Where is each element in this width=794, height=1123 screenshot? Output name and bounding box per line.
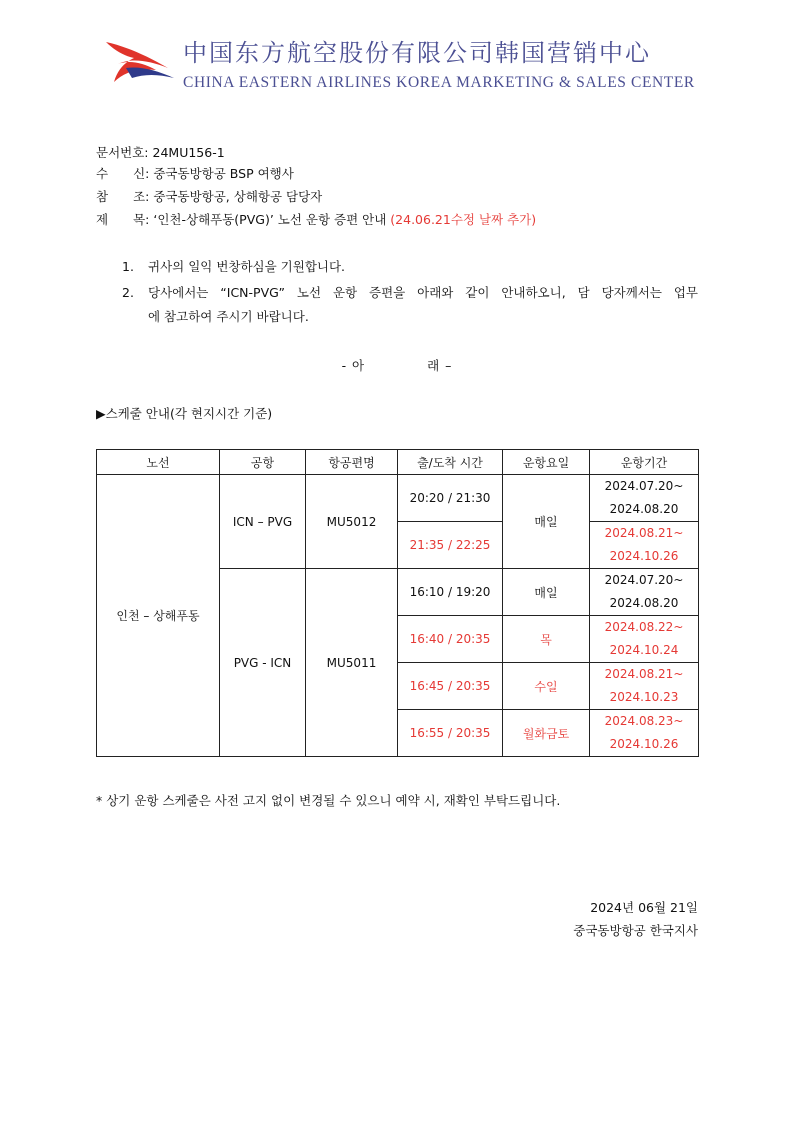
below-notice-right: 래 – xyxy=(427,358,453,373)
airport-cell: PVG - ICN xyxy=(220,569,306,757)
table-row xyxy=(97,475,699,522)
days-cell: 매일 xyxy=(503,475,590,569)
time-cell: 20:20 / 21:30 xyxy=(398,475,503,522)
days-cell: 월화금토 xyxy=(503,710,590,757)
footnote: * 상기 운항 스케줄은 사전 고지 없이 변경될 수 있으니 예약 시, 재확인 부탁드립니다. xyxy=(96,793,561,808)
table-header-row xyxy=(97,450,699,475)
time-cell: 16:40 / 20:35 xyxy=(398,616,503,663)
doc-number-line xyxy=(96,143,225,163)
period-start: 2024.07.20~ xyxy=(604,573,684,587)
reference-label: 참 조: xyxy=(96,189,150,204)
column-header: 노선 xyxy=(97,450,220,475)
column-header: 운항요일 xyxy=(503,450,590,475)
time-cell: 16:10 / 19:20 xyxy=(398,569,503,616)
below-notice xyxy=(0,356,794,374)
days-cell: 매일 xyxy=(503,569,590,616)
flight-cell: MU5011 xyxy=(306,569,398,757)
time-cell: 21:35 / 22:25 xyxy=(398,522,503,569)
signature-date: 2024년 06월 21일 xyxy=(590,900,698,915)
period-end: 2024.08.20 xyxy=(609,596,679,610)
item-number: 1. xyxy=(122,259,134,274)
time-cell: 16:45 / 20:35 xyxy=(398,663,503,710)
time-cell: 16:55 / 20:35 xyxy=(398,710,503,757)
period-cell xyxy=(590,522,699,569)
period-start: 2024.08.22~ xyxy=(604,620,684,634)
body-item-1 xyxy=(122,257,345,277)
subject-value: ‘인천-상해푸동(PVG)’ 노선 운항 증편 안내 xyxy=(153,212,387,227)
signature-organization: 중국동방항공 한국지사 xyxy=(573,923,698,938)
schedule-table xyxy=(96,449,699,757)
period-start: 2024.08.23~ xyxy=(604,714,684,728)
schedule-heading: ▶스케줄 안내(각 현지시간 기준) xyxy=(96,406,273,421)
period-cell xyxy=(590,710,699,757)
period-end: 2024.10.24 xyxy=(609,643,679,657)
below-notice-left: - 아 xyxy=(341,358,366,373)
period-cell xyxy=(590,569,699,616)
days-cell: 수일 xyxy=(503,663,590,710)
column-header: 공항 xyxy=(220,450,306,475)
days-cell: 목 xyxy=(503,616,590,663)
period-start: 2024.07.20~ xyxy=(604,479,684,493)
company-name-english: CHINA EASTERN AIRLINES KOREA MARKETING & SALES CENTER xyxy=(183,74,695,91)
company-name-chinese: 中国东方航空股份有限公司韩国营销中心 xyxy=(183,39,651,67)
recipient-line xyxy=(96,164,294,184)
period-cell xyxy=(590,475,699,522)
subject-line xyxy=(96,210,536,230)
period-end: 2024.10.26 xyxy=(609,549,679,563)
reference-line xyxy=(96,187,322,207)
recipient-value: 중국동방항공 BSP 여행사 xyxy=(153,166,294,181)
column-header: 운항기간 xyxy=(590,450,699,475)
item-text: 귀사의 일익 번창하심을 기원합니다. xyxy=(148,259,346,274)
period-start: 2024.08.21~ xyxy=(604,667,684,681)
body-item-2-line-2: 에 참고하여 주시기 바랍니다. xyxy=(148,309,309,324)
subject-revision-note: (24.06.21수정 날짜 추가) xyxy=(390,212,537,227)
subject-label: 제 목: xyxy=(96,212,150,227)
period-end: 2024.08.20 xyxy=(609,502,679,516)
airport-cell: ICN – PVG xyxy=(220,475,306,569)
swallow-logo-icon xyxy=(104,38,176,90)
period-cell xyxy=(590,663,699,710)
flight-cell: MU5012 xyxy=(306,475,398,569)
route-cell: 인천 – 상해푸동 xyxy=(97,475,220,757)
period-end: 2024.10.23 xyxy=(609,690,679,704)
recipient-label: 수 신: xyxy=(96,166,150,181)
doc-number-value: 24MU156-1 xyxy=(152,145,225,160)
period-end: 2024.10.26 xyxy=(609,737,679,751)
column-header: 출/도착 시간 xyxy=(398,450,503,475)
body-item-2-number xyxy=(122,283,148,303)
doc-number-label: 문서번호: xyxy=(96,145,149,160)
column-header: 항공편명 xyxy=(306,450,398,475)
body-item-2-line-1: 당사에서는 “ICN-PVG” 노선 운항 증편을 아래와 같이 안내하오니, 담 당자께서는 업무 xyxy=(148,285,698,300)
period-cell xyxy=(590,616,699,663)
item-number: 2. xyxy=(122,285,134,300)
period-start: 2024.08.21~ xyxy=(604,526,684,540)
reference-value: 중국동방항공, 상해항공 담당자 xyxy=(153,189,323,204)
